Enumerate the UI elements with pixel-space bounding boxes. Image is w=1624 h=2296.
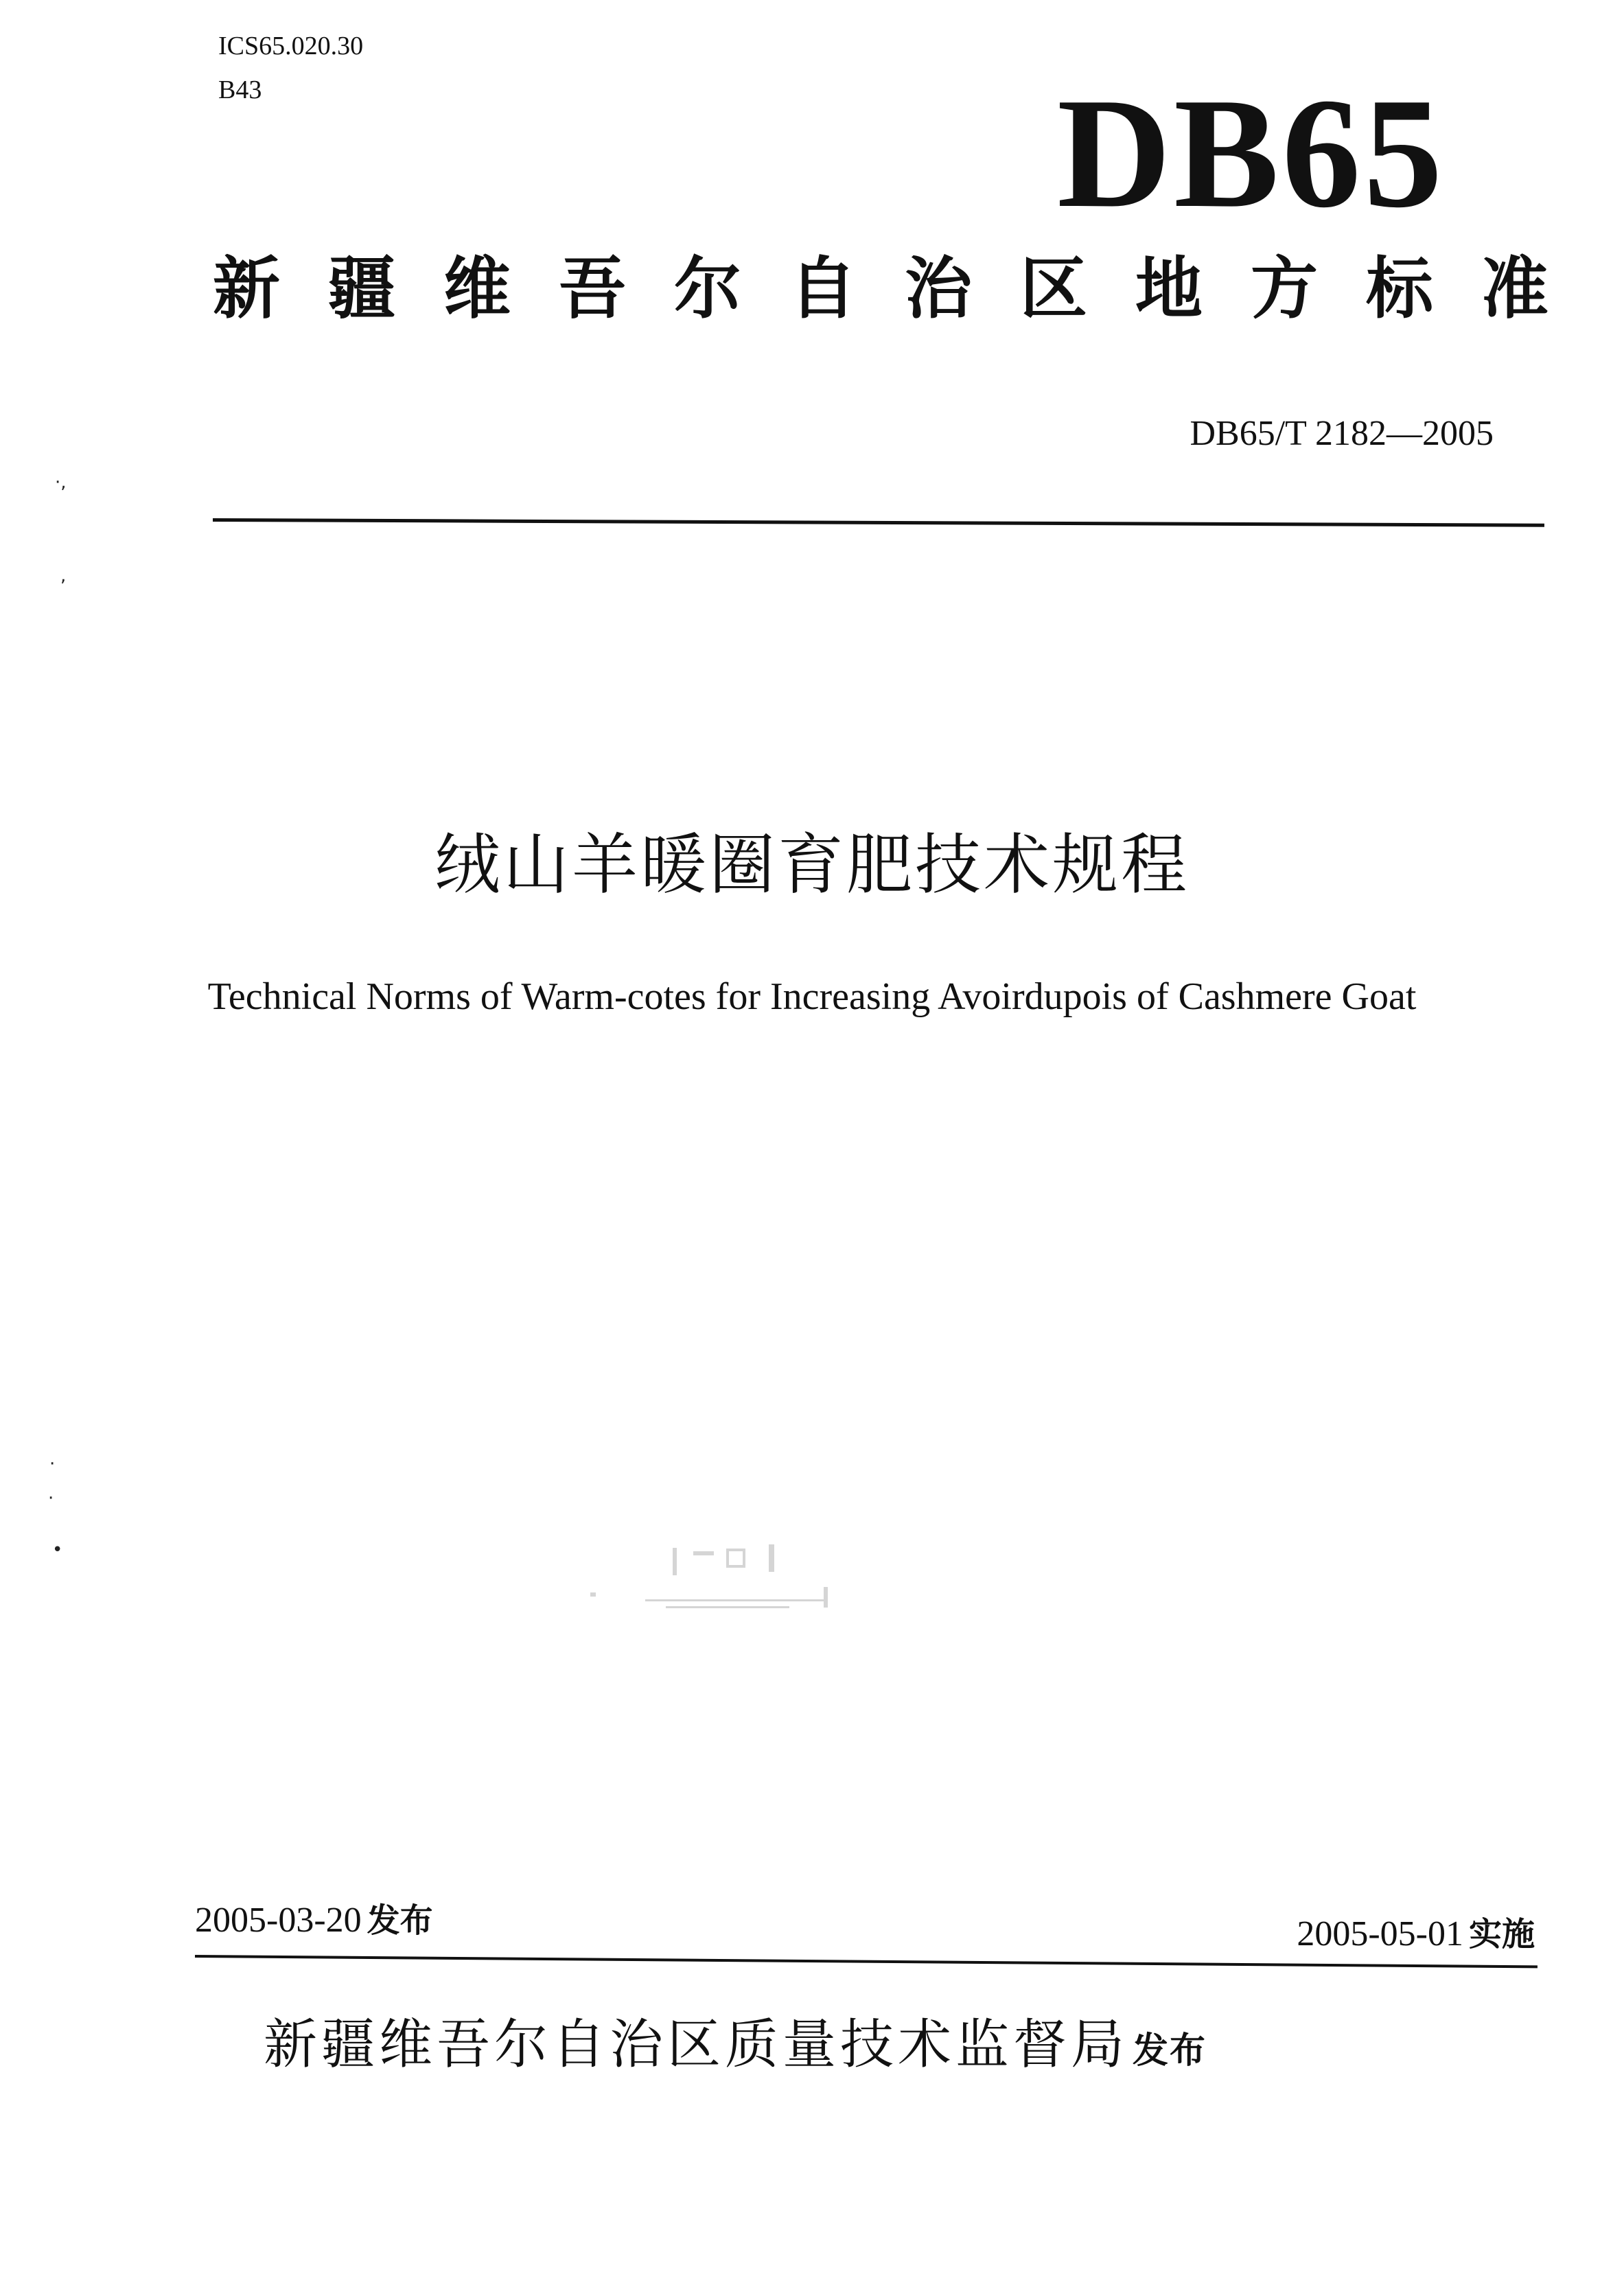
document-title-chinese: 绒山羊暖圈育肥技术规程 [434,826,1190,903]
header-divider [213,518,1544,527]
faded-stamp-mark [563,1524,920,1634]
standard-logo: DB65 [1057,65,1446,240]
ccs-code: B43 [218,76,262,104]
implementation-label: 实施 [1468,1915,1535,1953]
document-title-english: Technical Norms of Warm-cotes for Increasing Avoirdupois of Cashmere Goat [207,975,1417,1018]
implementation-date [1297,1916,1535,1952]
scan-speck: · [48,1488,54,1509]
ics-code: ICS65.020.30 [218,32,364,60]
issue-date [195,1903,433,1938]
implementation-date-value: 2005-05-01 [1297,1914,1463,1953]
scan-speck: , [60,566,67,586]
footer-divider [195,1955,1538,1968]
scan-speck: · [49,1454,56,1474]
publisher-name: 新疆维吾尔自治区质量技术监督局 [264,2014,1129,2076]
publisher-label: 发布 [1133,2030,1207,2072]
standard-type-heading: 新疆维吾尔自治区地方标准 [213,250,1597,328]
standard-number: DB65/T 2182—2005 [1190,414,1494,453]
publisher [264,2014,1207,2076]
scan-speck: ·, [55,472,67,493]
scan-speck: • [52,1540,63,1560]
issue-date-value: 2005-03-20 [195,1901,362,1940]
issue-label: 发布 [367,1901,433,1940]
